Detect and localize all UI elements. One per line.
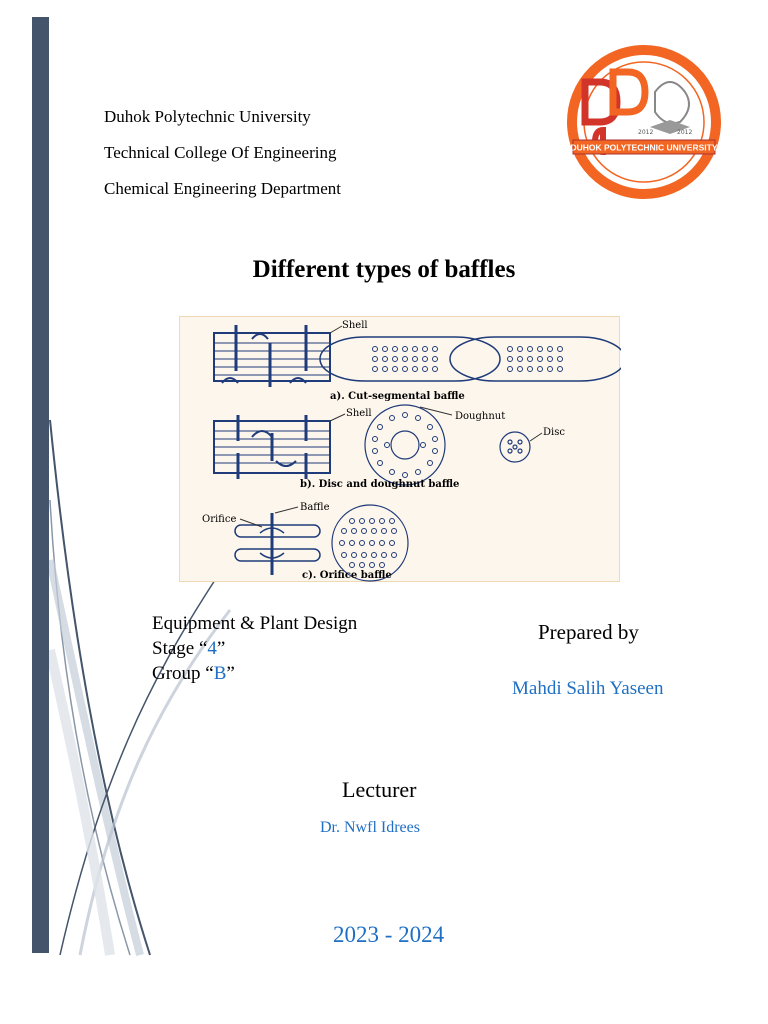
cut-segmental-shell-diagram bbox=[214, 325, 330, 387]
prepared-by-label: Prepared by bbox=[538, 620, 639, 644]
cut-segmental-baffle-discs bbox=[320, 337, 621, 381]
course-stage: Stage “4” bbox=[152, 638, 226, 659]
stage-value: 4 bbox=[207, 638, 217, 659]
course-name: Equipment & Plant Design bbox=[152, 613, 358, 634]
university-name: Duhok Polytechnic University bbox=[104, 107, 311, 126]
author-name: Mahdi Salih Yaseen bbox=[512, 678, 664, 699]
doughnut-label: Doughnut bbox=[455, 411, 506, 422]
caption-a: a). Cut-segmental baffle bbox=[330, 391, 465, 402]
sidebar-accent-bar bbox=[32, 17, 49, 953]
university-logo bbox=[555, 42, 733, 202]
department-name: Chemical Engineering Department bbox=[104, 179, 341, 198]
logo-year-left: 2012 bbox=[638, 129, 654, 136]
page-title: Different types of baffles bbox=[252, 256, 516, 283]
baffle-figure bbox=[179, 316, 620, 582]
course-group: Group “B” bbox=[152, 663, 235, 684]
doughnut-baffle bbox=[365, 405, 445, 485]
disc-doughnut-shell-diagram bbox=[214, 415, 330, 479]
college-name: Technical College Of Engineering bbox=[104, 143, 337, 162]
academic-year: 2023 - 2024 bbox=[333, 922, 445, 947]
caption-c: c). Orifice baffle bbox=[302, 570, 392, 581]
orifice-label: Orifice bbox=[202, 514, 237, 525]
shell-label-a: Shell bbox=[342, 320, 368, 331]
baffle-label: Baffle bbox=[300, 502, 330, 513]
disc-label: Disc bbox=[543, 427, 565, 438]
disc-baffle bbox=[500, 432, 530, 462]
logo-year-right: 2012 bbox=[677, 129, 693, 136]
shell-label-b: Shell bbox=[346, 408, 372, 419]
lecturer-label: Lecturer bbox=[342, 777, 417, 802]
lecturer-name: Dr. Nwfl Idrees bbox=[320, 819, 420, 836]
group-value: B bbox=[213, 663, 227, 684]
logo-banner-text: DUHOK POLYTECHNIC UNIVERSITY bbox=[570, 142, 718, 153]
caption-b: b). Disc and doughnut baffle bbox=[300, 479, 460, 490]
